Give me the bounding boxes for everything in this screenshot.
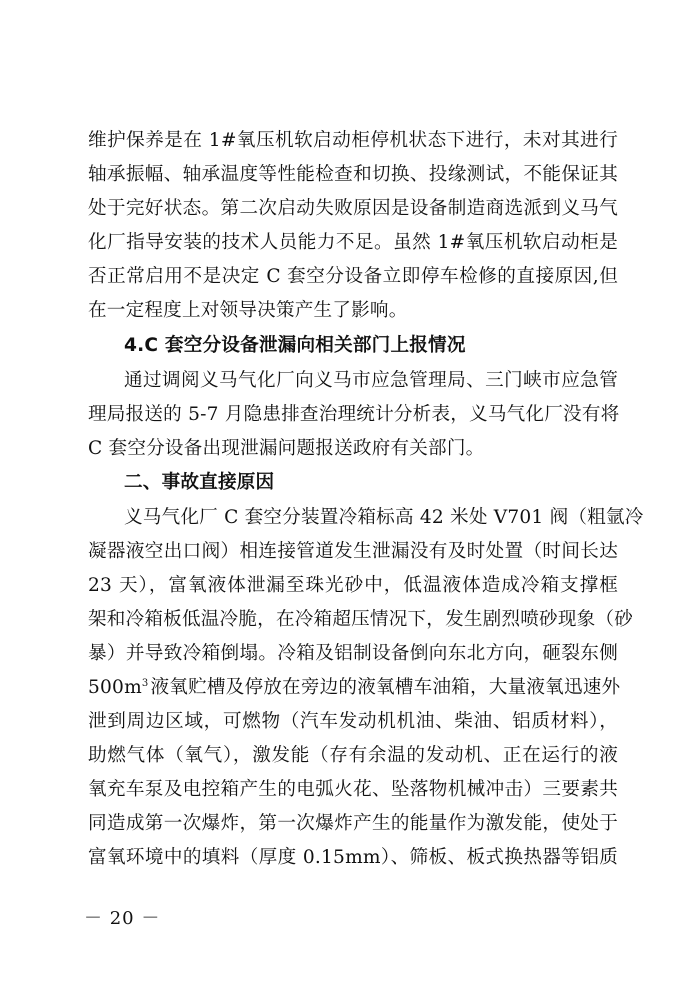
body-line: 否正常启用不是决定 C 套空分设备立即停车检修的直接原因,但 [88,266,618,287]
volume-number: 500m [88,677,142,698]
body-line: 泄到周边区域，可燃物（汽车发动机机油、柴油、铝质材料）， [88,711,618,732]
body-line: 富氧环境中的填料（厚度 0.15mm）、筛板、板式换热器等铝质 [88,847,618,868]
body-line: 架和冷箱板低温冷脆，在冷箱超压情况下，发生剧烈喷砂现象（砂 [88,609,634,630]
body-line: 义马气化厂 C 套空分装置冷箱标高 42 米处 V701 阀（粗氩冷 [124,507,644,528]
body-line [88,671,621,705]
body-line: 处于完好状态。第二次启动失败原因是设备制造商选派到义马气 [88,198,618,219]
volume-superscript: 3 [141,677,149,689]
body-line: 助燃气体（氧气），激发能（存有余温的发动机、正在运行的液 [88,745,618,766]
volume-value [88,671,148,705]
body-line: 同造成第一次爆炸，第一次爆炸产生的能量作为激发能，使处于 [88,813,618,834]
body-line: 23 天），富氧液体泄漏至珠光砂中，低温液体造成冷箱支撑框 [88,575,618,596]
section-heading: 4.C 套空分设备泄漏向相关部门上报情况 [124,335,466,356]
body-line: 凝器液空出口阀）相连接管道发生泄漏没有及时处置（时间长达 [88,541,618,562]
body-line: 氧充车泵及电控箱产生的电弧火花、坠落物机械冲击）三要素共 [88,779,618,800]
body-line: 轴承振幅、轴承温度等性能检查和切换、投缘测试，不能保证其 [88,164,618,185]
page-number: － 20 － [84,908,161,929]
body-line: C 套空分设备出现泄漏问题报送政府有关部门。 [88,438,485,459]
body-line: 在一定程度上对领导决策产生了影响。 [88,300,408,321]
body-line: 理局报送的 5-7 月隐患排查治理统计分析表，义马气化厂没有将 [88,404,620,425]
body-line: 化厂指导安装的技术人员能力不足。虽然 1#氧压机软启动柜是 [88,232,618,253]
section-heading: 二、事故直接原因 [124,472,275,493]
body-line: 通过调阅义马气化厂向义马市应急管理局、三门峡市应急管 [124,370,618,391]
body-line: 暴）并导致冷箱倒塌。冷箱及铝制设备倒向东北方向，砸裂东侧 [88,643,618,664]
body-line: 维护保养是在 1#氧压机软启动柜停机状态下进行，未对其进行 [88,130,618,151]
body-line-rest: 液氧贮槽及停放在旁边的液氧槽车油箱，大量液氧迅速外 [150,677,621,698]
